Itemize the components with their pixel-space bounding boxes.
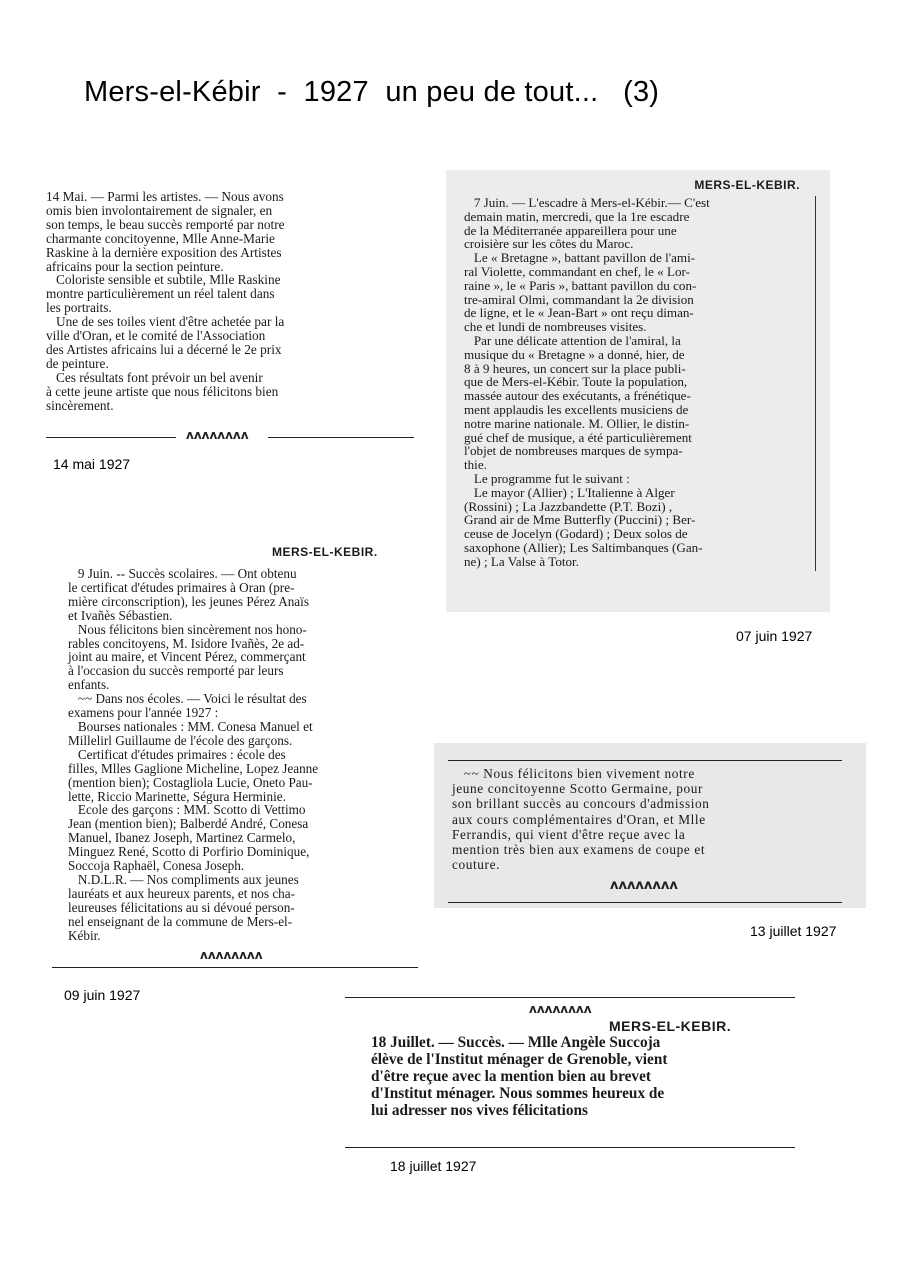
clip-line: Par une délicate attention de l'amiral, la [464, 332, 681, 348]
clip-line: N.D.L.R. — Nos compliments aux jeunes [68, 871, 299, 887]
clip-line: charmante concitoyenne, Mlle Anne-Marie [46, 230, 275, 246]
clip-line: son brillant succès au concours d'admission [452, 796, 710, 812]
clip-line: ne) ; La Valse à Totor. [464, 553, 579, 569]
clip-line: Le « Bretagne », battant pavillon de l'ami- [464, 250, 696, 266]
clip-line: lui adresser nos vives félicitations [371, 1102, 588, 1119]
ornament-divider: ʌʌʌʌʌʌʌʌ [610, 878, 678, 893]
clipping-date-caption: 14 mai 1927 [53, 456, 131, 472]
clip-line: examens pour l'année 1927 : [68, 705, 219, 721]
clip-line: rables concitoyens, M. Isidore Ivañès, 2e ad- [68, 635, 305, 651]
clip-line: notre marine nationale. M. Ollier, le distin- [464, 415, 690, 431]
clipping-date-caption: 18 juillet 1927 [390, 1158, 477, 1174]
clip-line: couture. [452, 857, 500, 873]
clip-line: Ces résultats font prévoir un bel avenir [46, 369, 263, 385]
clip-line: filles, Mlles Gaglione Micheline, Lopez Jeanne [68, 760, 319, 776]
clip-line: enfants. [68, 677, 110, 693]
ornament-divider: ʌʌʌʌʌʌʌʌ [200, 948, 263, 962]
clip-line: Coloriste sensible et subtile, Mlle Raskine [46, 272, 281, 288]
clip-line: Certificat d'études primaires : école des [68, 746, 286, 762]
clip-line: omis bien involontairement de signaler, en [46, 202, 273, 218]
clip-line: gué chef de musique, a été particulièrement [464, 429, 692, 445]
clip-line: Ecole des garçons : MM. Scotto di Vettimo [68, 802, 306, 818]
clipping-header: MERS-EL-KEBIR. [609, 1018, 732, 1034]
clip-line: Jean (mention bien); Balberdé André, Conesa [68, 816, 309, 832]
clipping-header: MERS-EL-KEBIR. [694, 178, 800, 192]
divider-line [345, 1147, 795, 1148]
divider-line [46, 437, 176, 438]
clip-line: (Rossini) ; La Jazzbandette (P.T. Bozi) , [464, 498, 673, 514]
clip-line: les portraits. [46, 300, 112, 316]
divider-line [268, 437, 414, 438]
ornament-divider: ʌʌʌʌʌʌʌʌ [186, 428, 249, 442]
clip-line: ville d'Oran, et le comité de l'Association [46, 328, 266, 344]
clip-line: de peinture. [46, 355, 109, 371]
clip-line: massée autour des exécutants, a frénétique- [464, 388, 691, 404]
clipping-date-caption: 09 juin 1927 [64, 987, 141, 1003]
clip-line: jeune concitoyenne Scotto Germaine, pour [452, 781, 704, 797]
clip-line: (mention bien); Costagliola Lucie, Oneto Pau- [68, 774, 313, 790]
clip-line: ~~ Nous félicitons bien vivement notre [452, 766, 695, 781]
clip-line: son temps, le beau succès remporté par notre [46, 216, 285, 232]
clip-line: aux cours complémentaires d'Oran, et Mlle [452, 811, 706, 827]
divider-line [448, 760, 842, 761]
clip-line: d'Institut ménager. Nous sommes heureux de [371, 1085, 665, 1102]
clip-line: de la Méditerranée appareillera pour une [464, 222, 677, 238]
clip-line: Minguez René, Scotto di Porfirio Dominique, [68, 844, 310, 860]
clip-line: le certificat d'études primaires à Oran (pre- [68, 579, 295, 595]
clip-line: lauréats et aux heureux parents, et nos cha- [68, 885, 296, 901]
clip-line: élève de l'Institut ménager de Grenoble, vient [371, 1051, 668, 1068]
clip-line: 8 à 9 heures, un concert sur la place publi- [464, 360, 686, 376]
clip-line: raine », le « Paris », battant pavillon du con- [464, 277, 697, 293]
clip-line: leureuses félicitations au si dévoué person- [68, 899, 295, 915]
clipping-09-juin [40, 545, 420, 975]
clipping-date-caption: 13 juillet 1927 [750, 923, 837, 939]
clip-line: Grand air de Mme Butterfly (Puccini) ; Ber- [464, 512, 696, 528]
clip-line: 9 Juin. -- Succès scolaires. — Ont obtenu [68, 566, 297, 581]
clip-line: 18 Juillet. — Succès. — Mlle Angèle Succoja [371, 1034, 661, 1051]
column-rule [815, 196, 816, 571]
ornament-divider: ʌʌʌʌʌʌʌʌ [529, 1002, 592, 1016]
page-title: Mers-el-Kébir - 1927 un peu de tout... (3) [84, 76, 660, 108]
clip-line: lette, Riccio Marinette, Ségura Herminie. [68, 788, 286, 804]
clip-line: à l'occasion du succès remporté par leurs [68, 663, 284, 679]
divider-line [345, 997, 795, 998]
clip-line: che et lundi de nombreuses visites. [464, 319, 647, 335]
clip-line: ceuse de Jocelyn (Godard) ; Deux solos de [464, 526, 688, 542]
clip-line: sincèrement. [46, 397, 114, 413]
clipping-14-mai [46, 190, 418, 430]
clip-line: Soccoja Raphaël, Conesa Joseph. [68, 858, 245, 874]
clip-line: d'être reçue avec la mention bien au brevet [371, 1068, 651, 1085]
clip-line: ral Violette, commandant en chef, le « Lor- [464, 263, 690, 279]
clip-line: tre-amiral Olmi, commandant la 2e division [464, 291, 694, 307]
clip-line: Raskine à la dernière exposition des Artistes [46, 244, 282, 260]
divider-line [52, 967, 418, 968]
clip-line: ment applaudis les excellents musiciens de [464, 401, 689, 417]
clip-line: demain matin, mercredi, que la 1re escadre [464, 208, 690, 224]
clip-line: à cette jeune artiste que nous félicitons bien [46, 383, 279, 399]
clip-line: 7 Juin. — L'escadre à Mers-el-Kébir.— C'est [464, 195, 710, 210]
clip-line: Une de ses toiles vient d'être achetée par la [46, 314, 285, 330]
clip-line: joint au maire, et Vincent Pérez, commerçant [68, 649, 306, 665]
clipping-13-juillet [434, 743, 866, 908]
clip-line: 14 Mai. — Parmi les artistes. — Nous avons [46, 190, 284, 204]
clip-line: montre particulièrement un réel talent dans [46, 286, 275, 302]
clip-line: Millelirl Guillaume de l'école des garçons. [68, 732, 293, 748]
clip-line: africains pour la section peinture. [46, 258, 224, 274]
clip-line: mention très bien aux examens de coupe et [452, 842, 706, 858]
clipping-header: MERS-EL-KEBIR. [272, 545, 378, 559]
clipping-date-caption: 07 juin 1927 [736, 628, 813, 644]
divider-line [448, 902, 842, 903]
clip-line: de ligne, et le « Jean-Bart » ont reçu diman- [464, 305, 694, 321]
clip-line: musique du « Bretagne » a donné, hier, de [464, 346, 685, 362]
clip-line: mière circonscription), les jeunes Pérez Anaïs [68, 593, 309, 609]
clip-line: saxophone (Allier); Les Saltimbanques (Gan- [464, 539, 703, 555]
clip-line: des Artistes africains lui a décerné le 2e prix [46, 341, 282, 357]
clip-line: Kébir. [68, 927, 101, 943]
clip-line: Bourses nationales : MM. Conesa Manuel et [68, 718, 313, 734]
clip-line: Le mayor (Allier) ; L'Italienne à Alger [464, 484, 675, 500]
clip-line: nel enseignant de la commune de Mers-el- [68, 913, 293, 929]
clip-line: thie. [464, 457, 487, 473]
clipping-18-juillet [345, 1000, 795, 1152]
clip-line: que de Mers-el-Kébir. Toute la population, [464, 374, 688, 390]
clip-line: l'objet de nombreuses marques de sympa- [464, 443, 683, 459]
clip-line: ~~ Dans nos écoles. — Voici le résultat des [68, 691, 307, 707]
clip-line: croisière sur les côtes du Maroc. [464, 236, 634, 252]
clip-line: Nous félicitons bien sincèrement nos hono- [68, 621, 307, 637]
clip-line: et Ivañès Sébastien. [68, 607, 173, 623]
clipping-07-juin [446, 170, 830, 612]
clip-line: Ferrandis, qui vient d'être reçue avec la [452, 826, 686, 842]
clip-line: Manuel, Ibanez Joseph, Martinez Carmelo, [68, 830, 296, 846]
clip-line: Le programme fut le suivant : [464, 470, 630, 486]
